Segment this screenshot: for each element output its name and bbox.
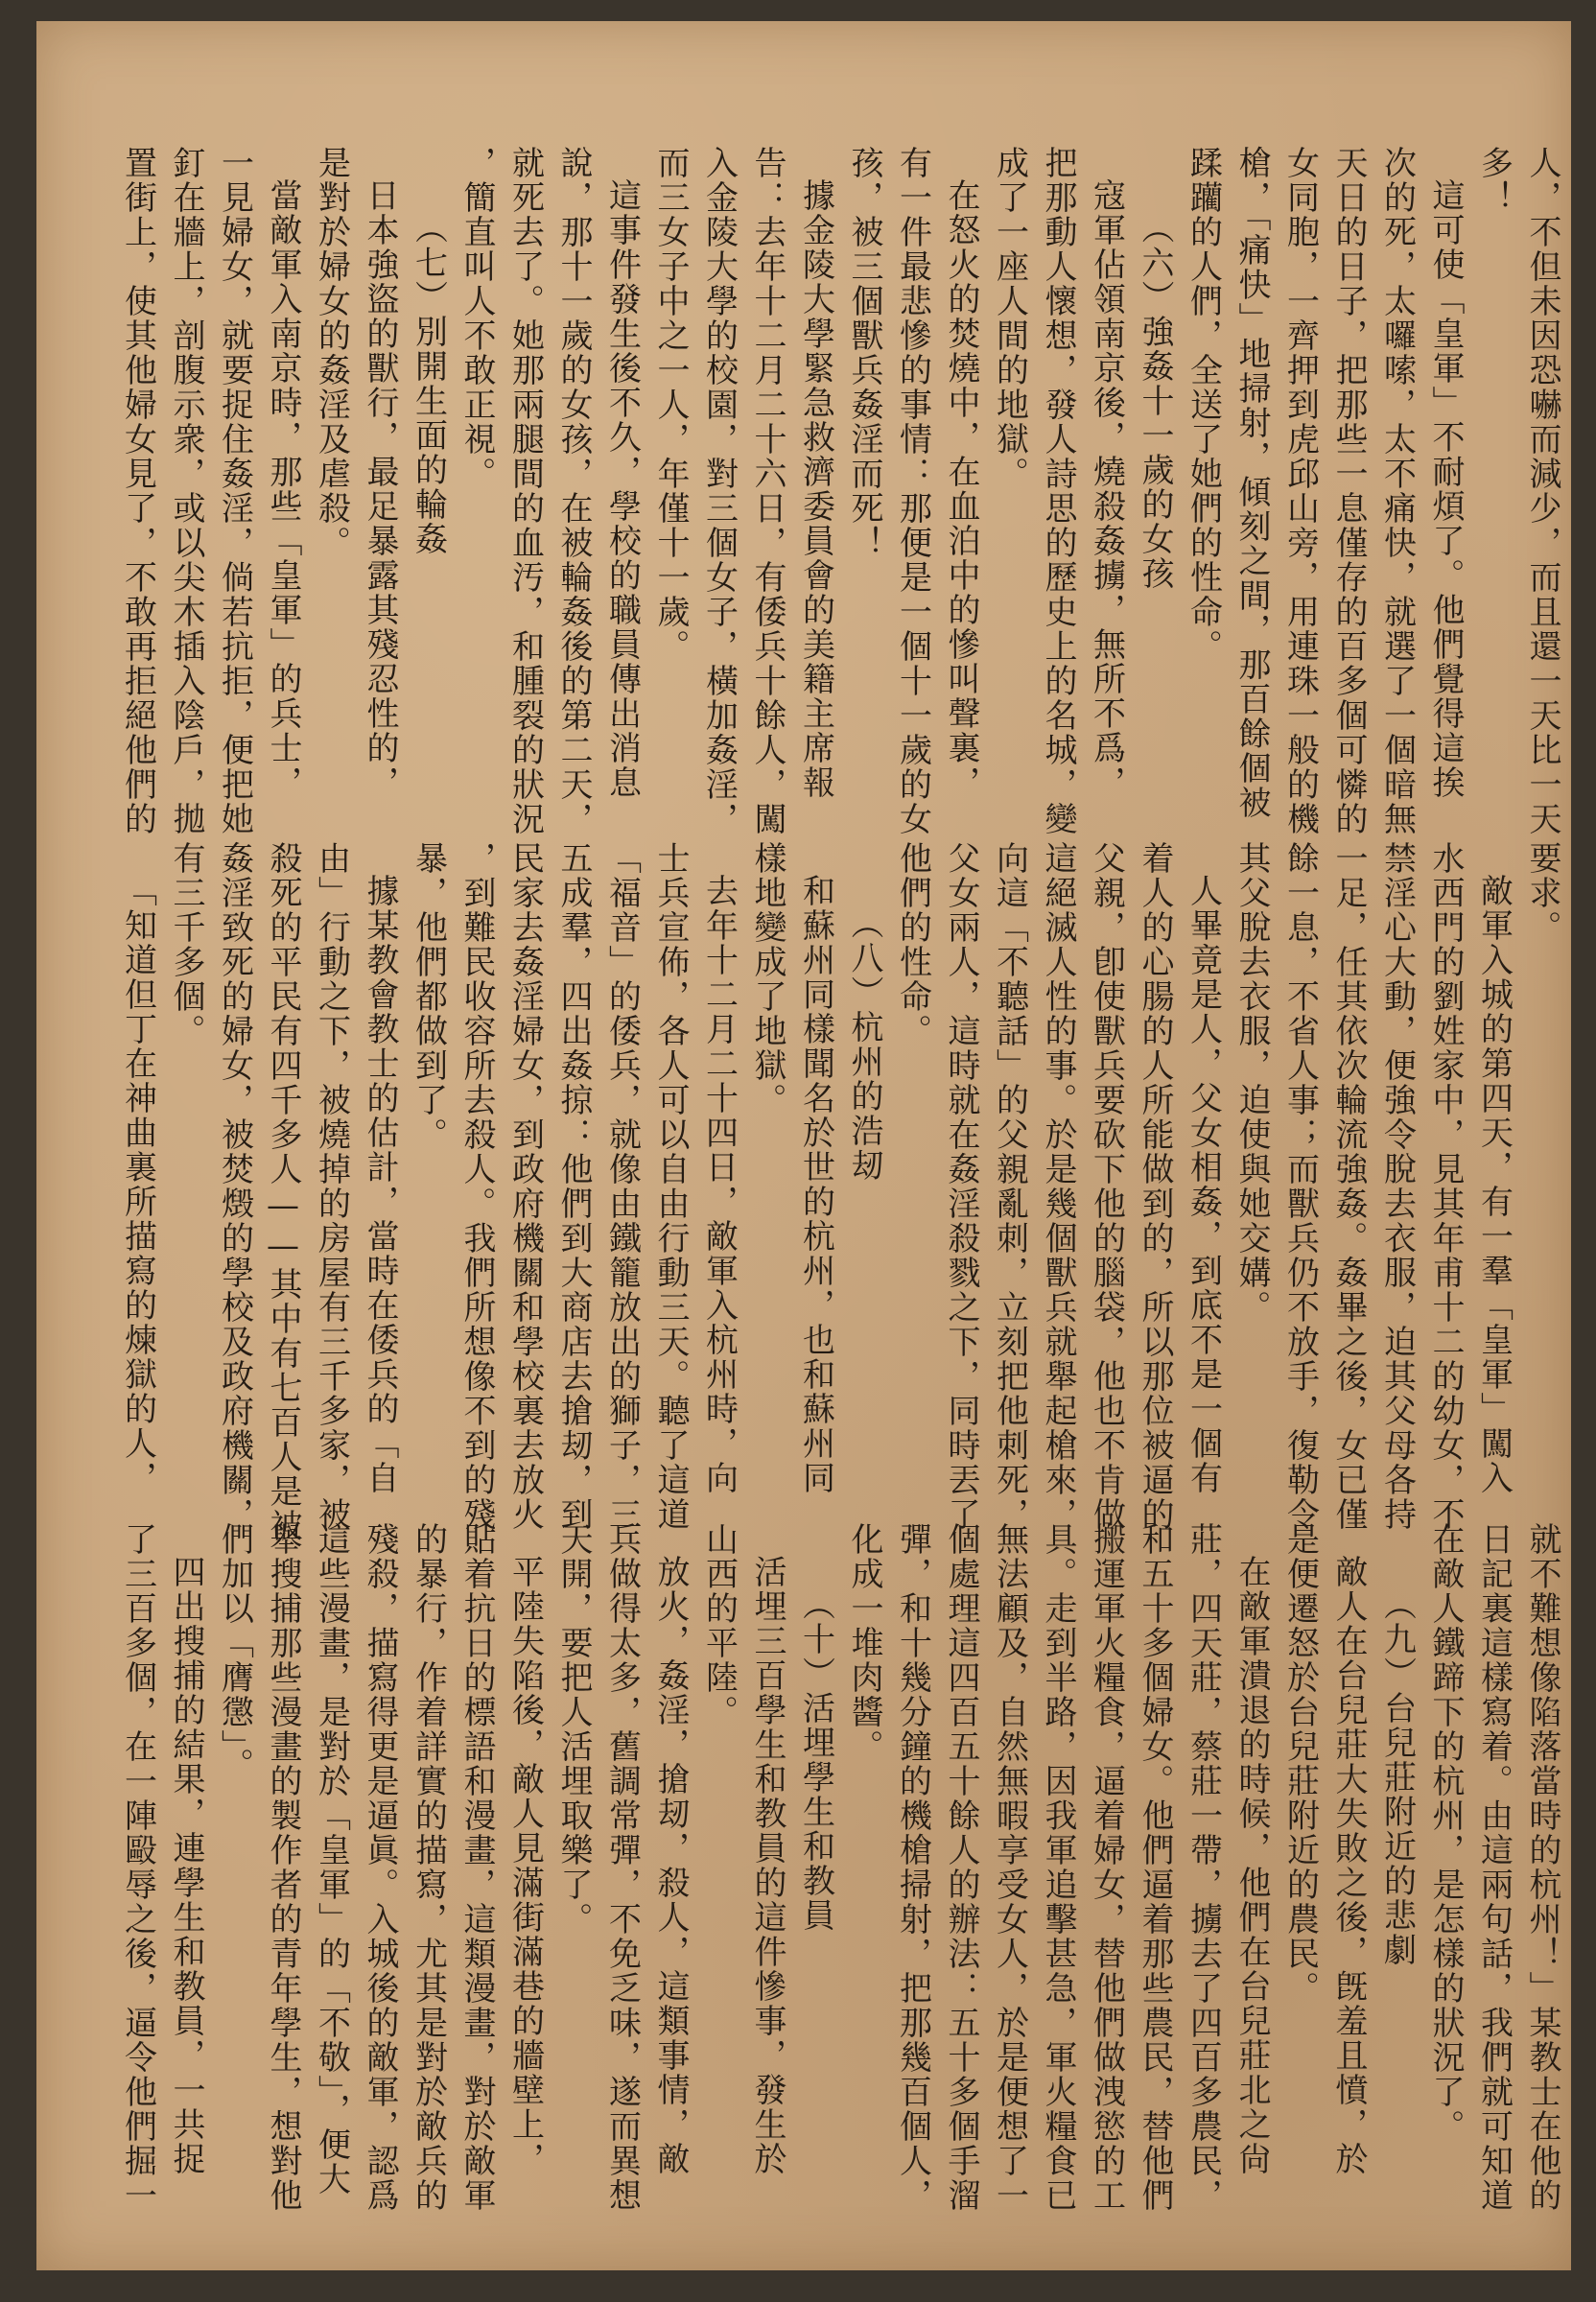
- text-column: 這些漫畫，是對於「皇軍」的「不敬」，便大: [312, 1522, 351, 2196]
- text-column: 天日的日子，把那些一息僅存的百多個可憐的: [1329, 146, 1368, 836]
- text-column: 由」行動之下，被燒掉的房屋有三千多家，被: [312, 841, 351, 1532]
- text-column: 是對於婦女的姦淫及虐殺。: [312, 146, 351, 560]
- text-column: 就死去了。她那兩腿間的血汚，和腫裂的狀況: [505, 146, 545, 836]
- text-column: 這可使「皇軍」不耐煩了。他們覺得這挨: [1426, 178, 1465, 800]
- text-column: 蹂躪的人們，全送了她們的性命。: [1184, 146, 1223, 664]
- text-band-bottom: [113, 1522, 1566, 2237]
- text-column: 告：去年十二月二十六日，有倭兵十餘人，闖: [748, 146, 786, 836]
- text-column: 在怒火的焚燒中，在血泊中的慘叫聲裏，: [942, 178, 980, 800]
- text-column: 「知道但丁在神曲裏所描寫的煉獄的人，: [118, 874, 157, 1495]
- text-column: 槍，「痛快」地掃射，傾刻之間，那百餘個被: [1232, 146, 1271, 820]
- text-column: 彈，和十幾分鐘的機槍掃射，把那幾百個人，: [893, 1522, 932, 2213]
- text-column: 人畢竟是人，父女相姦，到底不是一個有: [1184, 874, 1223, 1495]
- section-heading: （十）活埋學生和教員: [796, 1587, 835, 1933]
- text-column: 女同胞，一齊押到虎邱山旁，用連珠一般的機: [1280, 146, 1320, 836]
- text-column: 把那動人懷想，發人詩思的歷史上的名城，變: [1039, 146, 1077, 836]
- text-column: 敵軍入城的第四天，有一羣「皇軍」闖入: [1474, 874, 1514, 1495]
- text-column: 就不難想像陷落當時的杭州！」某教士在他的: [1523, 1522, 1561, 2213]
- text-column: 們加以「膺懲」。: [215, 1522, 254, 1782]
- text-column: 水西門的劉姓家中，見其年甫十二的幼女，不: [1426, 841, 1465, 1532]
- text-column: 天開，要把人活埋取樂了。: [554, 1522, 593, 1937]
- text-column: 士兵宣佈，各人可以自由行動三天。聽了這道: [651, 841, 690, 1532]
- text-column: 次的死，太囉嗦，太不痛快，就選了一個暗無: [1377, 146, 1417, 836]
- text-column: 活埋三百學生和教員的這件慘事，發生於: [748, 1555, 786, 2176]
- text-column: 而三女子中之一人，年僅十一歲。: [651, 146, 690, 664]
- text-column: 餘一息，不省人事；而獸兵仍不放手，復勒令: [1280, 841, 1320, 1532]
- section-heading: （七）別開生面的輪姦: [409, 211, 448, 556]
- text-column: 在敵軍潰退的時候，他們在台兒莊北之尙: [1232, 1555, 1271, 2176]
- section-heading: （八）杭州的浩刼: [845, 906, 883, 1183]
- text-column: 釘在牆上，剖腹示衆，或以尖木插入陰戶，拋: [167, 146, 205, 836]
- text-column: ，簡直叫人不敢正視。: [458, 146, 496, 491]
- text-column: 和蘇州同樣聞名於世的杭州，也和蘇州同: [796, 874, 835, 1495]
- text-column: 說，那十一歲的女孩，在被輪姦後的第二天，: [554, 146, 593, 836]
- text-column: 四出搜捕的結果，連學生和教員，一共捉: [167, 1555, 205, 2176]
- text-column: 日本強盜的獸行，最足暴露其殘忍性的，: [361, 178, 399, 800]
- text-column: 暴，他們都做到了。: [409, 841, 448, 1152]
- section-heading: （六）強姦十一歲的女孩: [1136, 211, 1174, 591]
- text-column: 向這「不聽話」的父親亂刺，立刻把他刺死，: [990, 841, 1029, 1532]
- text-column: 個處理這四百五十餘人的辦法：五十多個手溜: [942, 1522, 980, 2213]
- text-column: 山西的平陸。: [699, 1522, 739, 1729]
- text-column: 一見婦女，就要捉住姦淫，倘若抗拒，便把她: [215, 146, 254, 836]
- text-column: 和五十多個婦女。他們逼着那些農民，替他們: [1136, 1522, 1174, 2213]
- text-band-middle: [113, 841, 1566, 1546]
- text-column: 「福音」的倭兵，就像由鐵籠放出的獅子，三: [602, 841, 642, 1532]
- section-heading: （九）台兒莊附近的悲劇: [1377, 1587, 1417, 1967]
- text-column: 置街上，使其他婦女見了，不敢再拒絕他們的: [118, 146, 157, 836]
- text-column: 了三百多個，在一陣毆辱之後，逼令他們掘一: [118, 1522, 157, 2213]
- text-column: 禁淫心大動，便強令脫去衣服，迫其父母各持: [1377, 841, 1417, 1532]
- text-column: 他們的性命。: [893, 841, 932, 1048]
- text-column: 化成一堆肉醬。: [845, 1522, 883, 1764]
- text-band-top: [113, 146, 1566, 856]
- text-column: 殘殺，描寫得更是逼眞。入城後的敵軍，認爲: [361, 1522, 399, 2213]
- text-column: 父親，卽使獸兵要砍下他的腦袋，他也不肯做: [1087, 841, 1126, 1532]
- text-column: 其父脫去衣服，迫使與她交媾。: [1232, 841, 1271, 1325]
- text-column: 舉搜捕那些漫畫的製作者的青年學生，想對他: [264, 1522, 302, 2213]
- text-column: 平陸失陷後，敵人見滿街滿巷的牆壁上，: [505, 1555, 545, 2176]
- text-column: 要求。: [1523, 841, 1561, 945]
- text-column: 莊，四天莊，蔡莊一帶，擄去了四百多農民，: [1184, 1522, 1223, 2213]
- text-column: 據金陵大學緊急救濟委員會的美籍主席報: [796, 178, 835, 800]
- text-column: 樣地變成了地獄。: [748, 841, 786, 1117]
- text-column: 五成羣，四出姦掠：他們到大商店去搶刼，到: [554, 841, 593, 1532]
- text-column: 民家去姦淫婦女，到政府機關和學校裏去放火: [505, 841, 545, 1532]
- text-column: 入金陵大學的校園，對三個女子，橫加姦淫，: [699, 146, 739, 836]
- text-column: 寇軍佔領南京後，燒殺姦擄，無所不爲，: [1087, 178, 1126, 800]
- text-column: ，到難民收容所去殺人。我們所想像不到的殘: [458, 841, 496, 1532]
- newsprint-page: [36, 21, 1571, 2270]
- text-column: 放火，姦淫，搶刼，殺人，這類事情，敵: [651, 1555, 690, 2176]
- text-column: 父女兩人，這時就在姦淫殺戮之下，同時丟了: [942, 841, 980, 1532]
- text-column: 成了一座人間的地獄。: [990, 146, 1029, 491]
- text-column: 去年十二月二十四日，敵軍入杭州時，向: [699, 874, 739, 1495]
- text-column: 孩，被三個獸兵姦淫而死！: [845, 146, 883, 560]
- text-column: 是便遷怒於台兒莊附近的農民。: [1280, 1522, 1320, 2006]
- text-column: 兵做得太多，舊調常彈，不免乏味，遂而異想: [602, 1522, 642, 2213]
- text-column: 這絕滅人性的事。於是幾個獸兵就舉起槍來，: [1039, 841, 1077, 1532]
- text-column: 在敵人鐵蹄下的杭州，是怎樣的狀況了。: [1426, 1522, 1465, 2144]
- text-column: 一足，任其依次輪流強姦。姦畢之後，女已僅: [1329, 841, 1368, 1532]
- text-column: 日記裏這樣寫着。由這兩句話，我們就可知道: [1474, 1522, 1514, 2213]
- text-column: 有一件最悲慘的事情：那便是一個十一歲的女: [893, 146, 932, 836]
- text-column: 無法顧及，自然無暇享受女人，於是便想了一: [990, 1522, 1029, 2213]
- text-column: 人，不但未因恐嚇而減少，而且還一天比一天: [1523, 146, 1561, 836]
- text-column: 多！: [1474, 146, 1514, 215]
- text-column: 貼着抗日的標語和漫畫，這類漫畫，對於敵軍: [458, 1522, 496, 2213]
- text-column: 當敵軍入南京時，那些「皇軍」的兵士，: [264, 178, 302, 800]
- text-column: 搬運軍火糧食，逼着婦女，替他們做洩慾的工: [1087, 1522, 1126, 2213]
- text-column: 這事件發生後不久，學校的職員傳出消息: [602, 178, 642, 800]
- text-column: 着人的心腸的人所能做到的，所以那位被逼的: [1136, 841, 1174, 1532]
- text-column: 殺死的平民有四千多人——其中有七百人是被: [264, 841, 302, 1543]
- text-column: 據某教會教士的估計，當時在倭兵的「自: [361, 874, 399, 1495]
- text-column: 的暴行，作着詳實的描寫，尤其是對於敵兵的: [409, 1522, 448, 2213]
- text-column: 具。走到半路，因我軍追擊甚急，軍火糧食已: [1039, 1522, 1077, 2213]
- text-column: 敵人在台兒莊大失敗之後，旣羞且憤，於: [1329, 1555, 1368, 2176]
- text-column: 姦淫致死的婦女，被焚燬的學校及政府機關，: [215, 841, 254, 1532]
- text-column: 有三千多個。: [167, 841, 205, 1048]
